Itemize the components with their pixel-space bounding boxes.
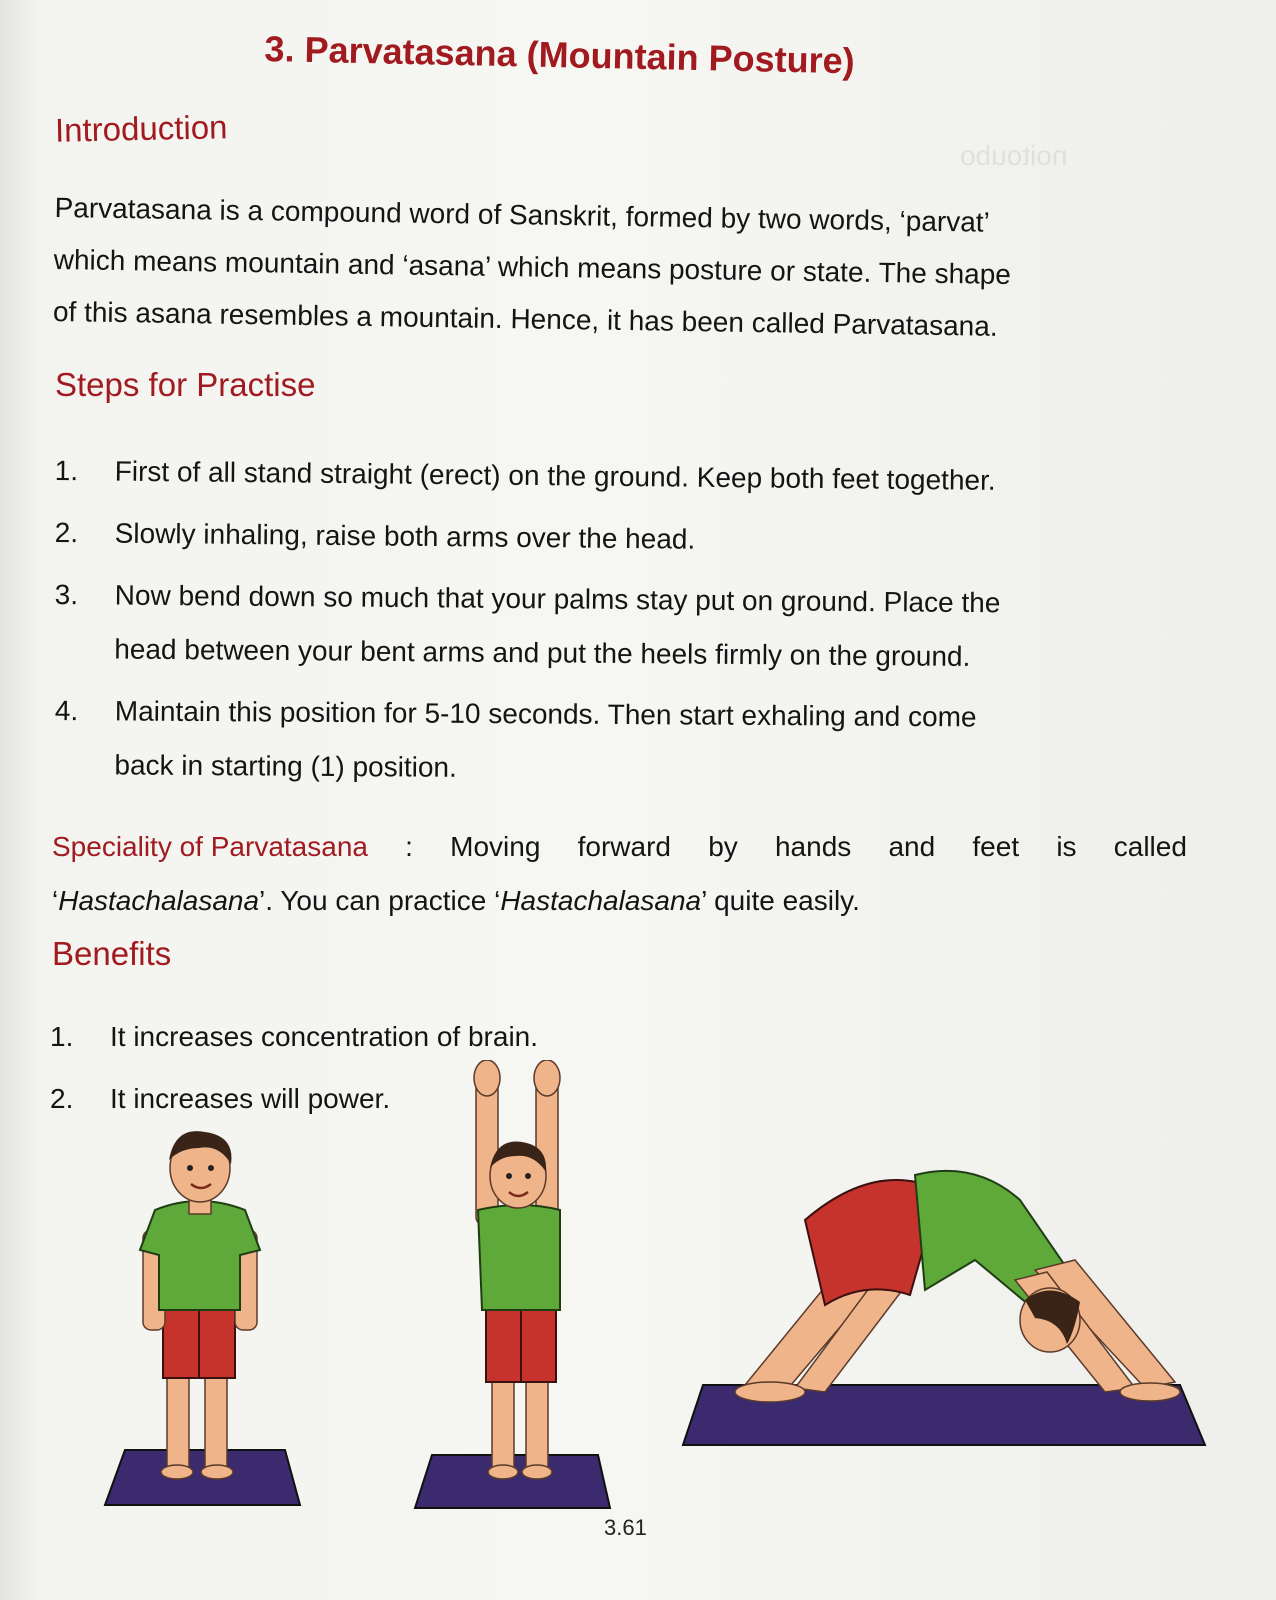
step-item <box>54 684 1195 783</box>
benefit-text: It increases concentration of brain. <box>110 1021 539 1052</box>
step-text: Slowly inhaling, raise both arms over the head. <box>114 517 696 555</box>
speciality-paragraph <box>52 820 1187 928</box>
speciality-word: called <box>1113 831 1187 862</box>
arms-raised-pose-illustration <box>410 1060 620 1520</box>
page-title: 3. Parvatasana (Mountain Posture) <box>264 28 856 82</box>
step-number: 4. <box>54 694 79 727</box>
step-text: back in starting (1) position. <box>114 749 457 783</box>
intro-line: which means mountain and ‘asana’ which means posture or state. The shape <box>53 243 1012 291</box>
step-number: 1. <box>54 454 79 487</box>
speciality-word: forward <box>577 831 671 862</box>
step-text: Now bend down so much that your palms stay put on ground. Place the <box>114 579 1001 619</box>
speciality-text: ’ quite easily. <box>701 885 860 916</box>
page-number: 3.61 <box>604 1515 647 1540</box>
step-text: head between your bent arms and put the heels firmly on the ground. <box>114 633 971 672</box>
speciality-text: ’. You can practice ‘ <box>259 885 501 916</box>
benefit-number: 2. <box>50 1083 74 1114</box>
term-hastachalasana: Hastachalasana <box>500 885 702 916</box>
steps-heading: Steps for Practise <box>55 366 316 403</box>
step-text: First of all stand straight (erect) on the ground. Keep both feet together. <box>114 455 996 496</box>
quote-mark: ‘ <box>52 885 59 916</box>
step-text: Maintain this position for 5-10 seconds. Then start exhaling and come <box>114 695 977 733</box>
mountain-pose-illustration <box>675 1130 1215 1460</box>
speciality-label: Speciality of Parvatasana <box>52 831 368 862</box>
step-item <box>54 444 1195 496</box>
benefit-text: It increases will power. <box>110 1083 391 1114</box>
intro-line: of this asana resembles a mountain. Hence, it has been called Parvatasana. <box>52 295 998 342</box>
bleed-through-text: noitoubo <box>960 140 1068 171</box>
benefit-number: 1. <box>50 1021 74 1052</box>
benefits-heading: Benefits <box>52 935 172 972</box>
speciality-word: by <box>708 831 738 862</box>
standing-pose-illustration <box>95 1130 305 1520</box>
intro-heading: Introduction <box>54 108 228 149</box>
speciality-word: and <box>888 831 936 862</box>
intro-paragraph <box>53 182 1185 356</box>
step-number: 2. <box>54 516 79 549</box>
speciality-word: is <box>1056 831 1077 862</box>
speciality-separator: : <box>405 831 413 862</box>
intro-line: Parvatasana is a compound word of Sanskrit, formed by two words, ‘parvat’ <box>54 191 991 238</box>
term-hastachalasana: Hastachalasana <box>58 885 260 916</box>
speciality-word: feet <box>972 831 1020 862</box>
speciality-word: Moving <box>450 831 541 862</box>
step-number: 3. <box>54 578 79 611</box>
speciality-word: hands <box>774 831 852 862</box>
